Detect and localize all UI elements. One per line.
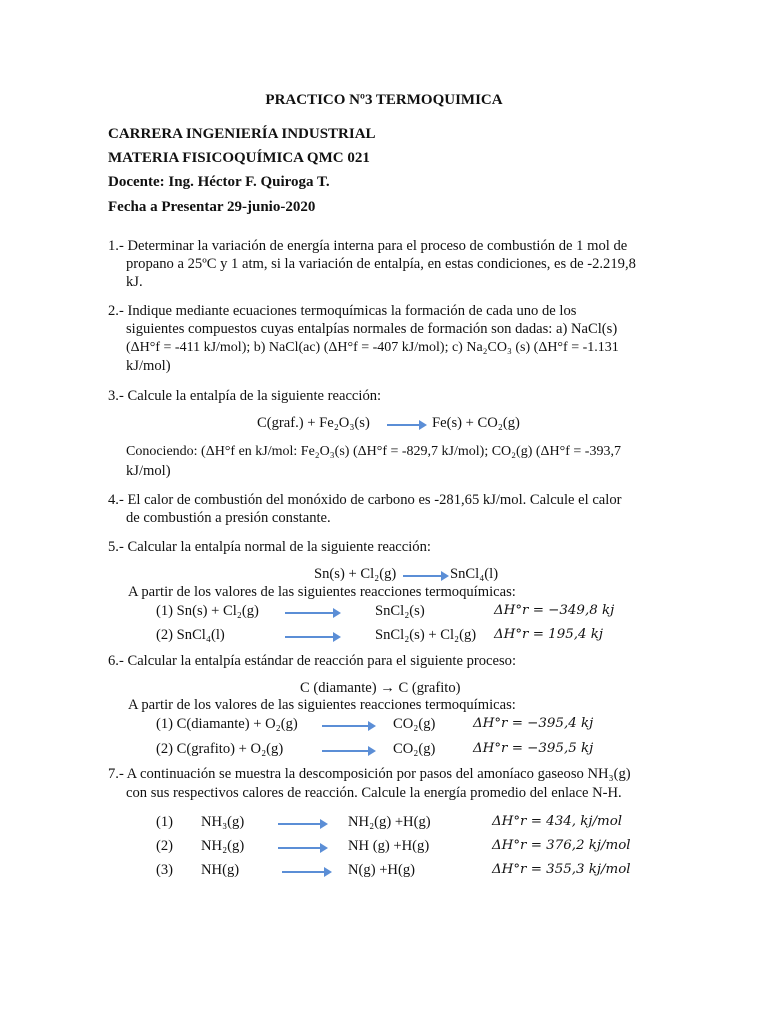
q3-reaction-left: C(graf.) + Fe₂O₃(s) bbox=[257, 415, 370, 431]
q1-line-2: propano a 25ºC y 1 atm, si la variación de entalpía, en estas condiciones, es de -2.219,8 bbox=[126, 256, 636, 272]
q6-reaction: C (diamante) → C (grafito) bbox=[300, 680, 461, 696]
q6-r1-enthalpy: ΔH°r = −395,4 kj bbox=[473, 716, 594, 731]
q7-row-2-left: NH₂(g) bbox=[201, 838, 245, 854]
q5-reaction-right: SnCl₄(l) bbox=[450, 566, 499, 582]
q7-row-3-right: N(g) +H(g) bbox=[348, 862, 415, 878]
q6-r1-right: CO₂(g) bbox=[393, 716, 436, 732]
q7-row-3-enthalpy: ΔH°r = 355,3 kj/mol bbox=[492, 862, 631, 877]
q4-line-1: 4.- El calor de combustión del monóxido de carbono es -281,65 kJ/mol. Calcule el calor bbox=[108, 492, 622, 508]
q6-line-1: 6.- Calcular la entalpía estándar de reacción para el siguiente proceso: bbox=[108, 653, 517, 669]
q6-r2-arrow bbox=[322, 750, 374, 752]
q5-r1-arrow bbox=[285, 612, 339, 614]
q5-reaction-left: Sn(s) + Cl₂(g) bbox=[314, 566, 397, 582]
q7-row-1-num: (1) bbox=[156, 814, 174, 830]
materia-line: MATERIA FISICOQUÍMICA QMC 021 bbox=[108, 150, 370, 166]
q5-r2-left: (2) SnCl₄(l) bbox=[156, 627, 225, 643]
q6-r2-right: CO₂(g) bbox=[393, 741, 436, 757]
q6-r1-arrow bbox=[322, 725, 374, 727]
q7-row-3-num: (3) bbox=[156, 862, 174, 878]
q5-r2-arrow bbox=[285, 636, 339, 638]
q2-line-3: (ΔH°f = -411 kJ/mol); b) NaCl(ac) (ΔH°f = -407 kJ/mol); c) Na₂CO₃ (s) (ΔH°f = -1.131 bbox=[126, 340, 619, 355]
page-title: PRACTICO Nº3 TERMOQUIMICA bbox=[265, 92, 503, 108]
q7-row-2-num: (2) bbox=[156, 838, 174, 854]
q6-r1-left: (1) C(diamante) + O₂(g) bbox=[156, 716, 298, 732]
carrera-line: CARRERA INGENIERÍA INDUSTRIAL bbox=[108, 126, 376, 142]
q7-row-1-enthalpy: ΔH°r = 434, kj/mol bbox=[492, 814, 623, 829]
q5-line-2: A partir de los valores de las siguientes reacciones termoquímicas: bbox=[128, 584, 516, 600]
q1-line-1: 1.- Determinar la variación de energía interna para el proceso de combustión de 1 mol de bbox=[108, 238, 628, 254]
q3-line-2: Conociendo: (ΔH°f en kJ/mol: Fe₂O₃(s) (ΔH°f = -829,7 kJ/mol); CO₂(g) (ΔH°f = -393,7 bbox=[126, 444, 621, 459]
q2-line-1: 2.- Indique mediante ecuaciones termoquímicas la formación de cada uno de los bbox=[108, 303, 577, 319]
q3-reaction-right: Fe(s) + CO₂(g) bbox=[432, 415, 520, 431]
q5-r1-right: SnCl₂(s) bbox=[375, 603, 425, 619]
fecha-line: Fecha a Presentar 29-junio-2020 bbox=[108, 199, 316, 215]
q5-reaction-arrow bbox=[403, 575, 447, 577]
q7-line-2: con sus respectivos calores de reacción. Calcule la energía promedio del enlace N-H. bbox=[126, 785, 622, 801]
q7-row-3-left: NH(g) bbox=[201, 862, 240, 878]
q4-line-2: de combustión a presión constante. bbox=[126, 510, 331, 526]
docente-line: Docente: Ing. Héctor F. Quiroga T. bbox=[108, 174, 330, 190]
q6-line-2: A partir de los valores de las siguientes reacciones termoquímicas: bbox=[128, 697, 516, 713]
q6-r2-enthalpy: ΔH°r = −395,5 kj bbox=[473, 741, 594, 756]
q2-line-4: kJ/mol) bbox=[126, 358, 171, 374]
q3-reaction-arrow bbox=[387, 424, 425, 426]
q7-row-3-arrow bbox=[282, 871, 330, 873]
q7-row-1-left: NH₃(g) bbox=[201, 814, 245, 830]
q6-r2-left: (2) C(grafito) + O₂(g) bbox=[156, 741, 284, 757]
q7-line-1: 7.- A continuación se muestra la descomposición por pasos del amoníaco gaseoso NH₃(g) bbox=[108, 766, 631, 782]
q5-r2-right: SnCl₂(s) + Cl₂(g) bbox=[375, 627, 477, 643]
q5-r2-enthalpy: ΔH°r = 195,4 kj bbox=[494, 627, 604, 642]
q7-row-1-right: NH₂(g) +H(g) bbox=[348, 814, 431, 830]
q3-line-1: 3.- Calcule la entalpía de la siguiente reacción: bbox=[108, 388, 382, 404]
q2-line-2: siguientes compuestos cuyas entalpías normales de formación son dadas: a) NaCl(s) bbox=[126, 321, 618, 337]
q1-line-3: kJ. bbox=[126, 274, 143, 290]
q7-row-2-enthalpy: ΔH°r = 376,2 kj/mol bbox=[492, 838, 631, 853]
q7-row-2-right: NH (g) +H(g) bbox=[348, 838, 430, 854]
q7-row-1-arrow bbox=[278, 823, 326, 825]
q5-r1-left: (1) Sn(s) + Cl₂(g) bbox=[156, 603, 259, 619]
q7-row-2-arrow bbox=[278, 847, 326, 849]
q3-line-3: kJ/mol) bbox=[126, 463, 171, 479]
q5-line-1: 5.- Calcular la entalpía normal de la siguiente reacción: bbox=[108, 539, 431, 555]
q5-r1-enthalpy: ΔH°r = −349,8 kj bbox=[494, 603, 615, 618]
